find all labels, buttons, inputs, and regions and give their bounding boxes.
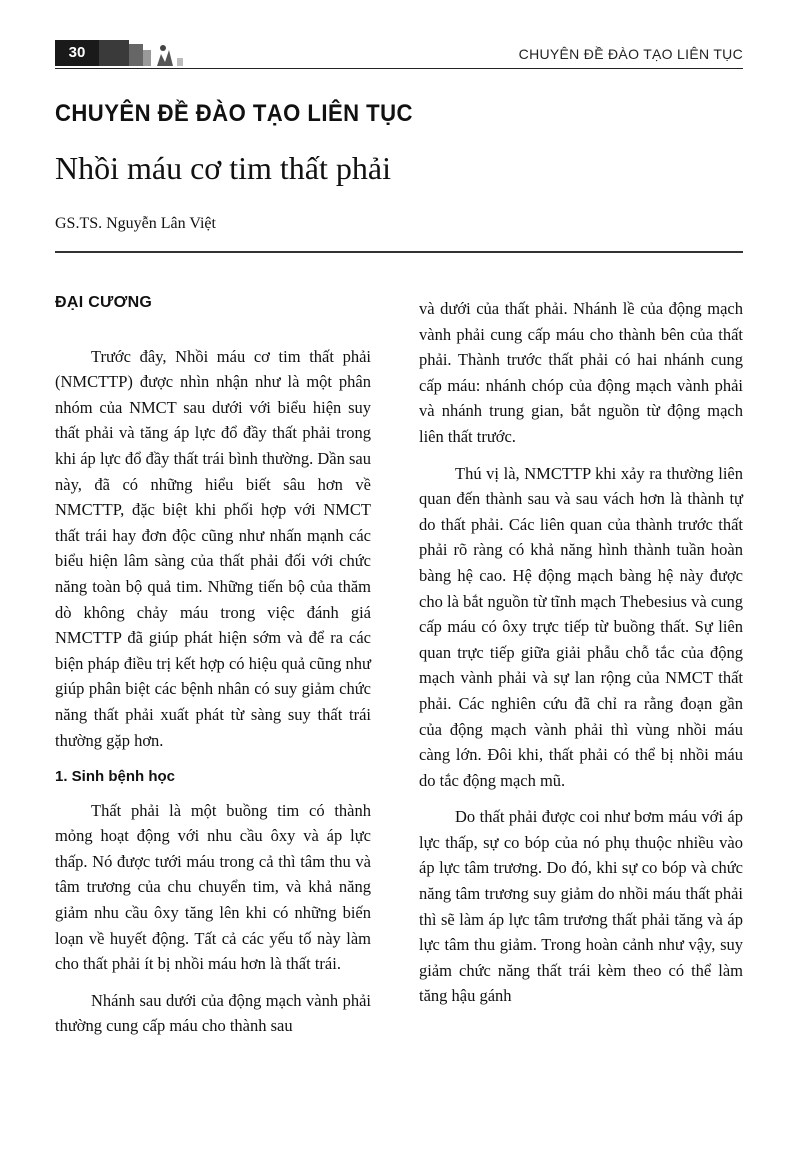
decorative-texture-icon xyxy=(99,40,189,66)
paragraph-hemodynamics: Do thất phải được coi như bơm máu với áp lực thấp, sự co bóp của nó phụ thuộc nhiều vào áp lực tâm trương. Do đó, khi sự co bóp và chức năng tâm trương suy giảm do nhồi máu thất phải thì sẽ làm áp lực tâm trương thất phải tăng và áp lực tâm thu giảm. Trong hoàn cảnh như vậy, suy giảm chức năng thất trái kèm theo có thể làm tăng hậu gánh xyxy=(419,807,743,1006)
left-column xyxy=(55,290,371,1050)
paragraph-blood-supply: Nhánh sau dưới của động mạch vành phải thường cung cấp máu cho thành sau xyxy=(55,990,371,1036)
paragraph-infarct-location: Thú vị là, NMCTTP khi xảy ra thường liên quan đến thành sau và sau vách hơn là thành tự do thất phải. Các liên quan của thành trước thất phải rõ ràng có khả năng hình thành tuần hoàn bàng hệ cao. Hệ động mạch bàng hệ này được cho là bắt nguồn từ tĩnh mạch Thebesius và cung cấp máu có ôxy trực tiếp từ buồng thất. Sự liên quan trực tiếp giữa giải phẫu chỗ tắc của động mạch vành phải và sự lan rộng của NMCT thất phải. Các nghiên cứu đã chỉ ra rằng đoạn gần của động mạch vành phải thì vùng nhồi máu càng lớn. Đôi khi, thất phải có thể bị nhồi máu do tắc động mạch mũ. xyxy=(419,463,743,790)
section-heading: ĐẠI CƯƠNG xyxy=(55,294,153,311)
article-title: Nhồi máu cơ tim thất phải xyxy=(55,150,391,186)
paragraph-blood-supply-continued: và dưới của thất phải. Nhánh lề của động mạch vành phải cung cấp máu cho thành bên của thất phải. Thành trước thất phải có hai nhánh cung cấp máu: nhánh chóp của động mạch vành phải và nhánh trung gian, bắt nguồn từ động mạch liên thất trước. xyxy=(419,299,743,446)
paragraph-pathophysiology: Thất phải là một buồng tim có thành mỏng hoạt động với nhu cầu ôxy và áp lực thấp. Nó được tưới máu trong cả thì tâm thu và tâm trương của chu chuyển tim, và khả năng giảm nhu cầu ôxy tăng lên khi có những biến loạn về huyết động. Tất cả các yếu tố này làm cho thất phải ít bị nhồi máu hơn là thất trái. xyxy=(55,800,371,974)
title-divider xyxy=(55,251,743,253)
running-title: CHUYÊN ĐỀ ĐÀO TẠO LIÊN TỤC xyxy=(518,46,743,62)
running-header xyxy=(55,38,743,70)
author-byline: GS.TS. Nguyễn Lân Việt xyxy=(55,215,216,232)
page-number: 30 xyxy=(55,40,99,66)
right-column xyxy=(419,296,743,1020)
paragraph-intro: Trước đây, Nhồi máu cơ tim thất phải (NMCTTP) được nhìn nhận như là một phân nhóm của NMCT sau dưới với biểu hiện suy thất phải và tăng áp lực đổ đầy thất phải trong khi áp lực đổ đầy thất trái bình thường. Dần sau này, đã có những hiểu biết sâu hơn về NMCTTP, đặc biệt khi phối hợp với NMCT thất trái hay đơn độc cũng như nhấn mạnh các biểu hiện lâm sàng của thất phải đối với chức năng toàn bộ quả tim. Những tiến bộ của thăm dò không chảy máu trong việc đánh giá NMCTTP đã giúp phát hiện sớm và để ra các biện pháp điều trị kết hợp có hiệu quả cũng như giúp phân biệt các bệnh nhân có suy giảm chức năng thất phải xuất phát từ sàng suy thất trái thường gặp hơn. xyxy=(55,346,371,750)
header-rule xyxy=(55,68,743,69)
section-label: CHUYÊN ĐỀ ĐÀO TẠO LIÊN TỤC xyxy=(55,100,413,127)
subsection-heading: 1. Sinh bệnh học xyxy=(55,768,176,786)
